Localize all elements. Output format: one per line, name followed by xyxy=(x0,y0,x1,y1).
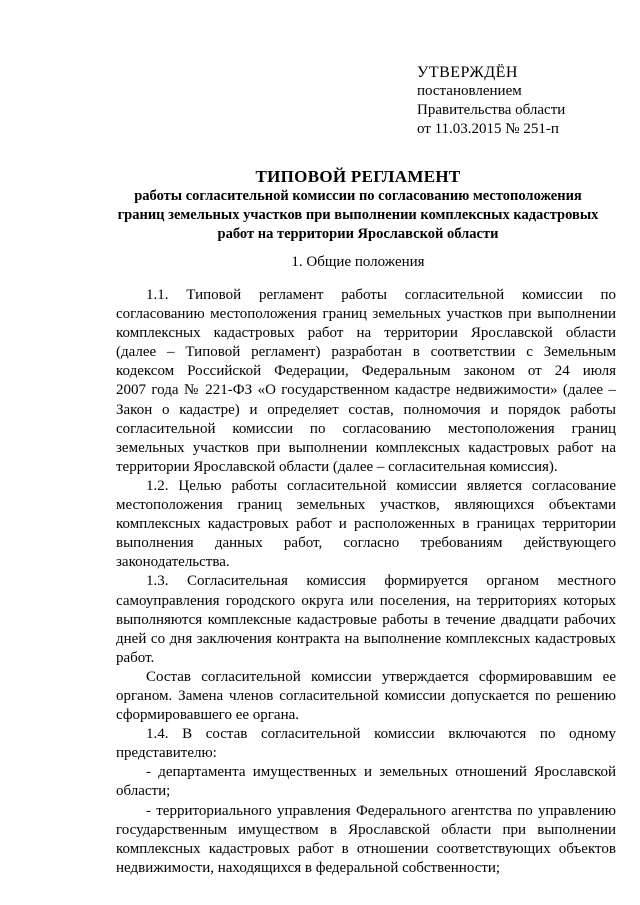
text-line: - департамента имущественных и земельных отношений Ярославской xyxy=(146,764,616,781)
text-line: представителю: xyxy=(116,745,217,762)
text-line: согласительной комиссии по согласованию местоположения границ xyxy=(116,420,616,437)
text-line: 2007 года № 221-ФЗ «О государственном кадастре недвижимости» (далее – xyxy=(116,382,616,399)
text-line: местоположения границ земельных участков, являющихся объектами xyxy=(116,497,616,514)
text-line: Состав согласительной комиссии утверждается сформировавшим ее xyxy=(146,668,616,685)
text-line: комплексных кадастровых работ на территории Ярославской области xyxy=(116,325,616,342)
document-subtitle-line: работы согласительной комиссии по согласованию местоположения xyxy=(134,188,582,204)
text-line: 1.2. Целью работы согласительной комиссии является согласование xyxy=(146,477,616,494)
text-line: земельных участков при выполнении комплексных кадастровых работ на xyxy=(116,439,616,456)
paragraph-1-2 xyxy=(116,477,616,572)
text-line: территории Ярославской области (далее – согласительная комиссия). xyxy=(116,458,558,475)
text-line: 1.1. Типовой регламент работы согласительной комиссии по xyxy=(146,287,616,303)
approval-line: постановлением xyxy=(417,83,522,99)
document-subtitle-line: работ на территории Ярославской области xyxy=(217,226,499,242)
paragraph-commission-composition xyxy=(116,668,616,725)
text-line: 1.3. Согласительная комиссия формируется органом местного xyxy=(146,573,616,590)
list-item-territorial-agency xyxy=(116,802,616,878)
approval-line: Правительства области xyxy=(417,102,566,118)
text-line: органом. Замена членов согласительной комиссии допускается по решению xyxy=(116,687,616,704)
document-title-block xyxy=(100,166,616,244)
approval-stamp xyxy=(417,63,617,139)
text-line: выполняются комплексные кадастровые работы в течение двадцати рабочих xyxy=(116,611,616,628)
paragraph-1-1 xyxy=(116,286,616,477)
text-line: кодексом Российской Федерации, Федеральным законом от 24 июля xyxy=(116,363,616,380)
approval-line: от 11.03.2015 № 251-п xyxy=(417,121,559,137)
approval-title: УТВЕРЖДЁН xyxy=(417,64,518,81)
section-heading: 1. Общие положения xyxy=(291,254,425,270)
text-line: 1.4. В состав согласительной комиссии включаются по одному xyxy=(146,726,616,743)
paragraph-1-3 xyxy=(116,572,616,667)
text-line: государственным имуществом в Ярославской области при выполнении xyxy=(116,821,616,838)
text-line: согласованию местоположения границ земельных участков при выполнении xyxy=(116,306,616,323)
text-line: комплексных кадастровых работ и расположенных в границах территории xyxy=(116,516,616,533)
text-line: комплексных кадастровых работ в отношении соответствующих объектов xyxy=(116,840,616,857)
text-line: работ. xyxy=(116,649,155,666)
text-line: выполнения данных работ, согласно требованиям действующего xyxy=(116,535,616,552)
text-line: недвижимости, находящихся в федеральной собственности; xyxy=(116,859,501,876)
paragraph-1-4 xyxy=(116,725,616,763)
document-subtitle-line: границ земельных участков при выполнении комплексных кадастровых xyxy=(117,207,599,223)
list-item-department xyxy=(116,763,616,801)
text-line: области; xyxy=(116,783,171,800)
text-line: законодательства. xyxy=(116,554,230,571)
document-body xyxy=(116,286,616,878)
text-line: сформировавшего ее органа. xyxy=(116,707,300,724)
text-line: дней со дня заключения контракта на выполнение комплексных кадастровых xyxy=(116,630,616,647)
document-title: ТИПОВОЙ РЕГЛАМЕНТ xyxy=(255,167,461,186)
text-line: (далее – Типовой регламент) разработан в соответствии с Земельным xyxy=(116,344,616,361)
text-line: - территориального управления Федерального агентства по управлению xyxy=(146,802,616,819)
text-line: Закон о кадастре) и определяет состав, полномочия и порядок работы xyxy=(116,401,616,418)
text-line: самоуправления городского округа или поселения, на территориях которых xyxy=(116,592,616,609)
